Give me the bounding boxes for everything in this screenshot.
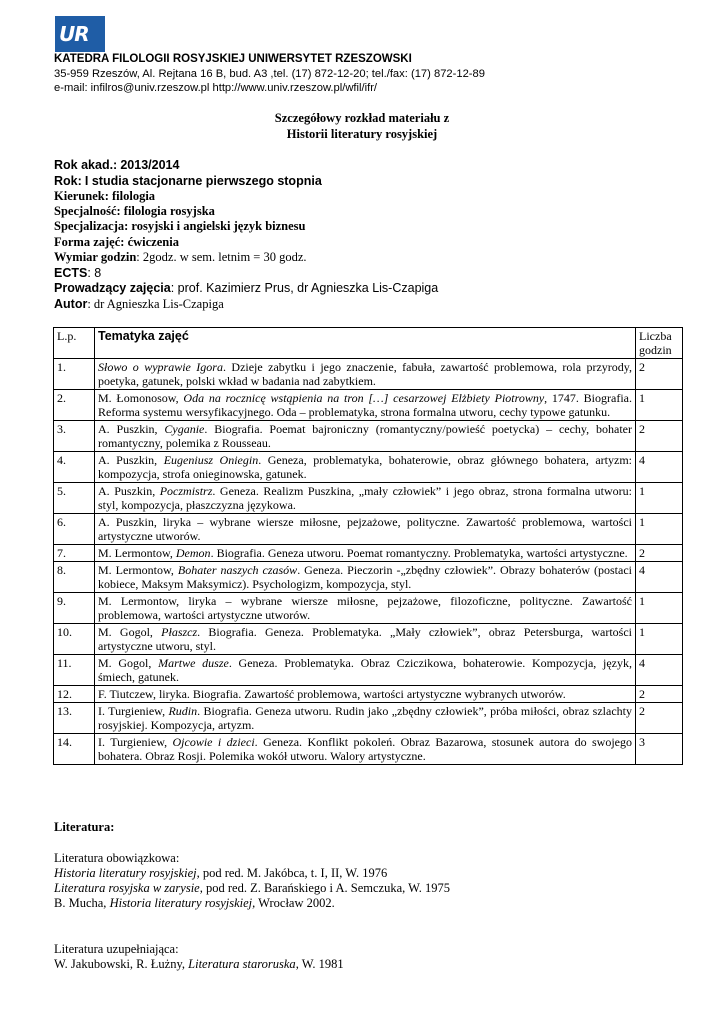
topic-prefix: A. Puszkin, (98, 453, 164, 467)
topic-description: . Geneza. Realizm Puszkina, „mały człowiek” i jego obraz, strona formalna utworu: styl, kompozycja, płaszczyzna językowa. (98, 484, 632, 512)
row-hours: 2 (636, 703, 683, 734)
row-topic (95, 545, 636, 562)
row-number: 4. (54, 452, 95, 483)
topic-description: . Biografia. Geneza. Problematyka. „Mały człowiek”, obraz Petersburga, wartości artystyczne utworu, styl. (98, 625, 633, 653)
table-row (54, 545, 683, 562)
row-topic (95, 390, 636, 421)
topic-description: . Geneza. Problematyka. Obraz Cziczikowa, bohaterowie. Kompozycja, język, śmiech, gatunek. (98, 656, 633, 684)
supplementary-item-1: W. Jakubowski, R. Łużny, Literatura staroruska, W. 1981 (54, 957, 344, 971)
row-number: 3. (54, 421, 95, 452)
topic-work-title: Ojcowie i dzieci (172, 735, 255, 749)
row-hours: 2 (636, 359, 683, 390)
topic-work-title: Demon (175, 546, 211, 560)
literature-heading: Literatura: (54, 820, 115, 834)
row-topic (95, 452, 636, 483)
row-hours: 1 (636, 593, 683, 624)
table-row (54, 483, 683, 514)
row-topic (95, 686, 636, 703)
topic-prefix: M. Lermontow, (98, 546, 176, 560)
topic-description: . Geneza, problematyka, bohaterowie, obraz głównego bohatera, artyzm: kompozycja, strofa onieginowska, gatunek. (98, 453, 632, 481)
required-item-3: B. Mucha, Historia literatury rosyjskiej, Wrocław 2002. (54, 896, 335, 910)
schedule-table (53, 327, 683, 765)
topic-prefix: M. Lermontow, liryka – wybrane wiersze miłosne, pejzażowe, filozoficzne, polityczne. Zawartość problemowa, wartości artystyczne utworów. (98, 594, 632, 622)
table-row (54, 624, 683, 655)
meta-ects: ECTS: 8 (54, 266, 102, 280)
row-topic (95, 514, 636, 545)
topic-description: . Biografia. Geneza utworu. Poemat romantyczny. Problematyka, wartości artystyczne. (210, 546, 628, 560)
topic-work-title: Słowo o wyprawie Igora (98, 360, 223, 374)
meta-hours: Wymiar godzin: 2godz. w sem. letnim = 30 godz. (54, 250, 307, 264)
table-row (54, 593, 683, 624)
topic-work-title: Rudin (168, 704, 198, 718)
row-number: 9. (54, 593, 95, 624)
topic-work-title: Oda na rocznicę wstąpienia na tron […] cesarzowej Elżbiety Piotrowny (183, 391, 545, 405)
row-topic (95, 483, 636, 514)
table-row (54, 734, 683, 765)
row-hours: 2 (636, 421, 683, 452)
department-name: KATEDRA FILOLOGII ROSYJSKIEJ UNIWERSYTET RZESZOWSKI (54, 53, 412, 65)
row-topic (95, 562, 636, 593)
row-number: 5. (54, 483, 95, 514)
table-row (54, 390, 683, 421)
column-header-lp: L.p. (54, 328, 95, 359)
row-number: 1. (54, 359, 95, 390)
row-number: 14. (54, 734, 95, 765)
topic-prefix: I. Turgieniew, (98, 735, 173, 749)
meta-study: Rok: I studia stacjonarne pierwszego stopnia (54, 174, 322, 188)
table-row (54, 421, 683, 452)
document-title-line2: Historii literatury rosyjskiej (286, 127, 438, 141)
department-address: 35-959 Rzeszów, Al. Rejtana 16 B, bud. A3 ,tel. (17) 872-12-20; tel./fax: (17) 872-12-89 (54, 68, 485, 80)
table-row (54, 655, 683, 686)
row-number: 10. (54, 624, 95, 655)
row-number: 12. (54, 686, 95, 703)
topic-prefix: M. Lermontow, (98, 563, 178, 577)
university-logo (55, 16, 105, 52)
row-hours: 1 (636, 624, 683, 655)
column-header-topic: Tematyka zajęć (95, 328, 636, 359)
topic-work-title: Eugeniusz Oniegin (163, 453, 259, 467)
meta-teacher: Prowadzący zajęcia: prof. Kazimierz Prus, dr Agnieszka Lis-Czapiga (54, 281, 439, 295)
topic-work-title: Martwe dusze (158, 656, 229, 670)
row-hours: 4 (636, 562, 683, 593)
required-item-1: Historia literatury rosyjskiej, pod red. M. Jakóbca, t. I, II, W. 1976 (54, 866, 388, 880)
topic-description: . Dzieje zabytku i jego znaczenie, fabuła, zawartość problemowa, rola przyrody, poetyka, gatunek, polski wkład w badania nad zabytkiem. (98, 360, 632, 388)
row-topic (95, 359, 636, 390)
row-hours: 2 (636, 686, 683, 703)
row-hours: 3 (636, 734, 683, 765)
row-hours: 4 (636, 655, 683, 686)
topic-description: . Geneza. Pieczorin -„zbędny człowiek”. Obrazy bohaterów (postaci kobiece, Maksym Maksymicz). Psychologizm, kompozycja, styl. (98, 563, 632, 591)
required-item-2: Literatura rosyjska w zarysie, pod red. Z. Barańskiego i A. Semczuka, W. 1975 (54, 881, 451, 895)
topic-description: . Biografia. Geneza utworu. Rudin jako „zbędny człowiek”, próba miłości, obraz szlachty rosyjskiej. Kompozycja, artyzm. (98, 704, 632, 732)
topic-description: . Biografia. Poemat bajroniczny (romantyczny/powieść poetycka) – cechy, bohater romantyczny, polemika z Rousseau. (98, 422, 632, 450)
row-topic (95, 734, 636, 765)
meta-specialty: Specjalność: filologia rosyjska (54, 204, 215, 218)
topic-work-title: Cyganie (164, 422, 205, 436)
table-row (54, 359, 683, 390)
topic-prefix: I. Turgieniew, (98, 704, 169, 718)
row-number: 11. (54, 655, 95, 686)
topic-prefix: M. Łomonosow, (98, 391, 184, 405)
table-row (54, 703, 683, 734)
row-topic (95, 703, 636, 734)
required-literature-label: Literatura obowiązkowa: (54, 851, 180, 865)
row-topic (95, 593, 636, 624)
topic-work-title: Płaszcz (161, 625, 198, 639)
row-topic (95, 624, 636, 655)
meta-specialization: Specjalizacja: rosyjski i angielski język biznesu (54, 219, 306, 233)
table-row (54, 452, 683, 483)
row-number: 2. (54, 390, 95, 421)
row-number: 7. (54, 545, 95, 562)
row-number: 8. (54, 562, 95, 593)
topic-prefix: A. Puszkin, (98, 484, 160, 498)
department-contact: e-mail: infilros@univ.rzeszow.pl http://www.univ.rzeszow.pl/wfil/ifr/ (54, 82, 378, 94)
supplementary-literature-label: Literatura uzupełniająca: (54, 942, 179, 956)
row-hours: 4 (636, 452, 683, 483)
row-hours: 1 (636, 514, 683, 545)
row-hours: 1 (636, 390, 683, 421)
topic-work-title: Bohater naszych czasów (177, 563, 298, 577)
meta-author: Autor: dr Agnieszka Lis-Czapiga (54, 297, 224, 311)
topic-description: . Geneza. Konflikt pokoleń. Obraz Bazarowa, stosunek autora do swojego bohatera. Obraz Rosji. Polemika wokół utworu. Walory artystyczne. (98, 735, 632, 763)
table-header-row (54, 328, 683, 359)
column-header-hours: Liczba godzin (636, 328, 683, 359)
row-number: 13. (54, 703, 95, 734)
table-row (54, 562, 683, 593)
row-hours: 2 (636, 545, 683, 562)
topic-description: , 1747. Biografia. Reforma systemu wersyfikacyjnego. Oda – problematyka, strona formalna utworu, cechy typowe gatunku. (98, 391, 632, 419)
topic-prefix: F. Tiutczew, liryka. Biografia. Zawartość problemowa, wartości artystyczne wybranych utworów. (98, 687, 566, 701)
topic-prefix: A. Puszkin, (98, 422, 165, 436)
row-hours: 1 (636, 483, 683, 514)
topic-prefix: M. Gogol, (98, 625, 162, 639)
table-row (54, 514, 683, 545)
meta-form: Forma zajęć: ćwiczenia (54, 235, 179, 249)
document-title-line1: Szczegółowy rozkład materiału z (274, 111, 450, 125)
table-row (54, 686, 683, 703)
meta-year: Rok akad.: 2013/2014 (54, 158, 180, 172)
row-number: 6. (54, 514, 95, 545)
topic-work-title: Poczmistrz (159, 484, 213, 498)
topic-prefix: A. Puszkin, liryka – wybrane wiersze miłosne, pejzażowe, polityczne. Zawartość problemowa, wartości artystyczne utworów. (98, 515, 632, 543)
meta-field: Kierunek: filologia (54, 189, 156, 203)
topic-prefix: M. Gogol, (98, 656, 159, 670)
row-topic (95, 655, 636, 686)
row-topic (95, 421, 636, 452)
logo-text: UR (59, 22, 89, 46)
